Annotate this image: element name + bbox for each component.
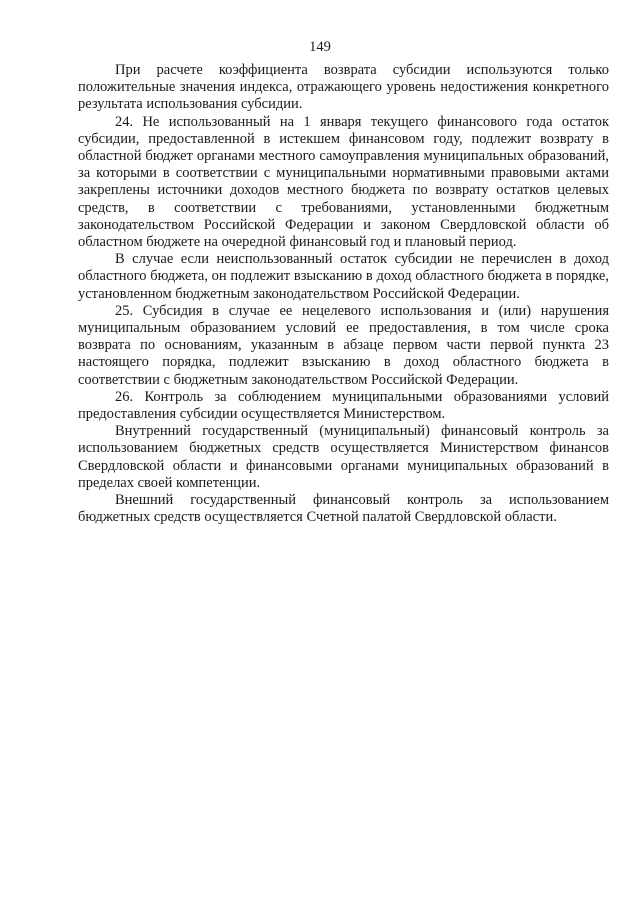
paragraph-internal-control: Внутренний государственный (муниципальный) финансовый контроль за использованием бюджетных средств осуществляется Министерством финансов Свердловской области и финансовыми органами муниципальных образований в пределах своей компетенции. <box>78 423 609 491</box>
document-body <box>78 62 609 526</box>
paragraph-recovery: В случае если неиспользованный остаток субсидии не перечислен в доход областного бюджета, он подлежит взысканию в доход областного бюджета в порядке, установленном бюджетным законодательством Российской Федерации. <box>78 251 609 302</box>
paragraph-item-26: 26. Контроль за соблюдением муниципальными образованиями условий предоставления субсидии осуществляется Министерством. <box>78 388 609 423</box>
paragraph-external-control: Внешний государственный финансовый контроль за использованием бюджетных средств осуществляется Счетной палатой Свердловской области. <box>78 492 609 526</box>
paragraph-refund-coefficient: При расчете коэффициента возврата субсидии используются только положительные значения индекса, отражающего уровень недостижения конкретного результата использования субсидии. <box>78 62 609 113</box>
page-number: 149 <box>309 39 331 55</box>
paragraph-item-25: 25. Субсидия в случае ее нецелевого использования и (или) нарушения муниципальным образованием условий ее предоставления, в том числе срока возврата по основаниям, указанным в абзаце первом части первой пункта 23 настоящего порядка, подлежит взысканию в доход областного бюджета в соответствии с бюджетным законодательством Российской Федерации. <box>78 302 609 388</box>
paragraph-item-24: 24. Не использованный на 1 января текущего финансового года остаток субсидии, предоставленной в истекшем финансовом году, подлежит возврату в областной бюджет органами местного самоуправления муниципальных образований, за которыми в соответствии с муниципальными нормативными правовыми актами закреплены источники доходов местного бюджета по возврату остатков целевых средств, в соответствии с требованиями, установленными бюджетным законодательством Российской Федерации и законом Свердловской области об областном бюджете на очередной финансовый год и плановый период. <box>78 113 609 251</box>
